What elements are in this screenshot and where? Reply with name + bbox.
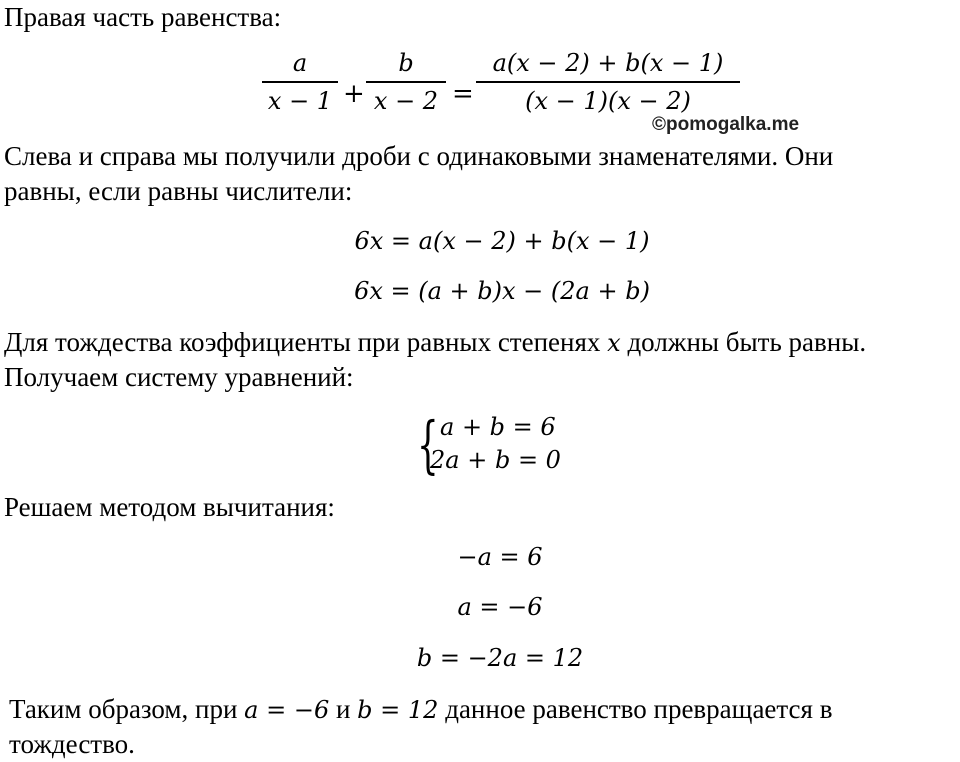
fraction-bar [262,81,338,83]
fraction-b-over-x-minus-2 [366,48,446,116]
system-brace: { [417,408,439,481]
fraction-numerator: b [398,49,414,77]
paragraph-text: и [335,694,351,724]
paragraph-text: Для тождества коэффициенты при равных степенях [4,327,601,357]
watermark: ©pomogalka.me [652,114,800,135]
fraction-a-over-x-minus-1 [262,48,338,116]
equation-line: 6x = (a + b)x − (2a + b) [354,277,650,305]
plus-sign: + [343,79,365,109]
inline-equation: a = −6 [244,696,330,724]
equation-line: 6x = a(x − 2) + b(x − 1) [354,227,650,255]
paragraph-line: Решаем методом вычитания: [4,492,335,522]
paragraph-line [4,325,866,361]
fraction-bar [476,81,740,83]
system-equation: a + b = 6 [440,413,556,441]
solution-line: b = −2a = 12 [416,644,584,672]
fraction-denominator: x − 1 [267,87,333,115]
solution-line: a = −6 [457,593,543,621]
paragraph-line [9,692,832,728]
paragraph-text: должны быть равны. [627,327,867,357]
paragraph-line: тождество. [9,729,135,759]
intro-text: Правая часть равенства: [4,2,282,32]
paragraph-text: данное равенство превращается в [445,694,833,724]
fraction-combined [476,48,740,116]
solution-line: −a = 6 [457,543,543,571]
paragraph-line: Слева и справа мы получили дроби с одинаковыми знаменателями. Они [4,141,834,171]
inline-equation: b = 12 [357,696,439,724]
paragraph-line: равны, если равны числители: [4,176,353,206]
system-equation: 2a + b = 0 [430,446,561,474]
equals-sign: = [452,79,474,109]
fraction-denominator: x − 2 [373,87,439,115]
fraction-bar [366,81,446,83]
paragraph-line: Получаем систему уравнений: [4,362,354,392]
fraction-denominator: (x − 1)(x − 2) [525,87,691,115]
paragraph-text: Таким образом, при [9,694,238,724]
fraction-numerator: a [292,49,308,77]
variable-x: x [607,329,621,357]
fraction-numerator: a(x − 2) + b(x − 1) [492,49,724,77]
